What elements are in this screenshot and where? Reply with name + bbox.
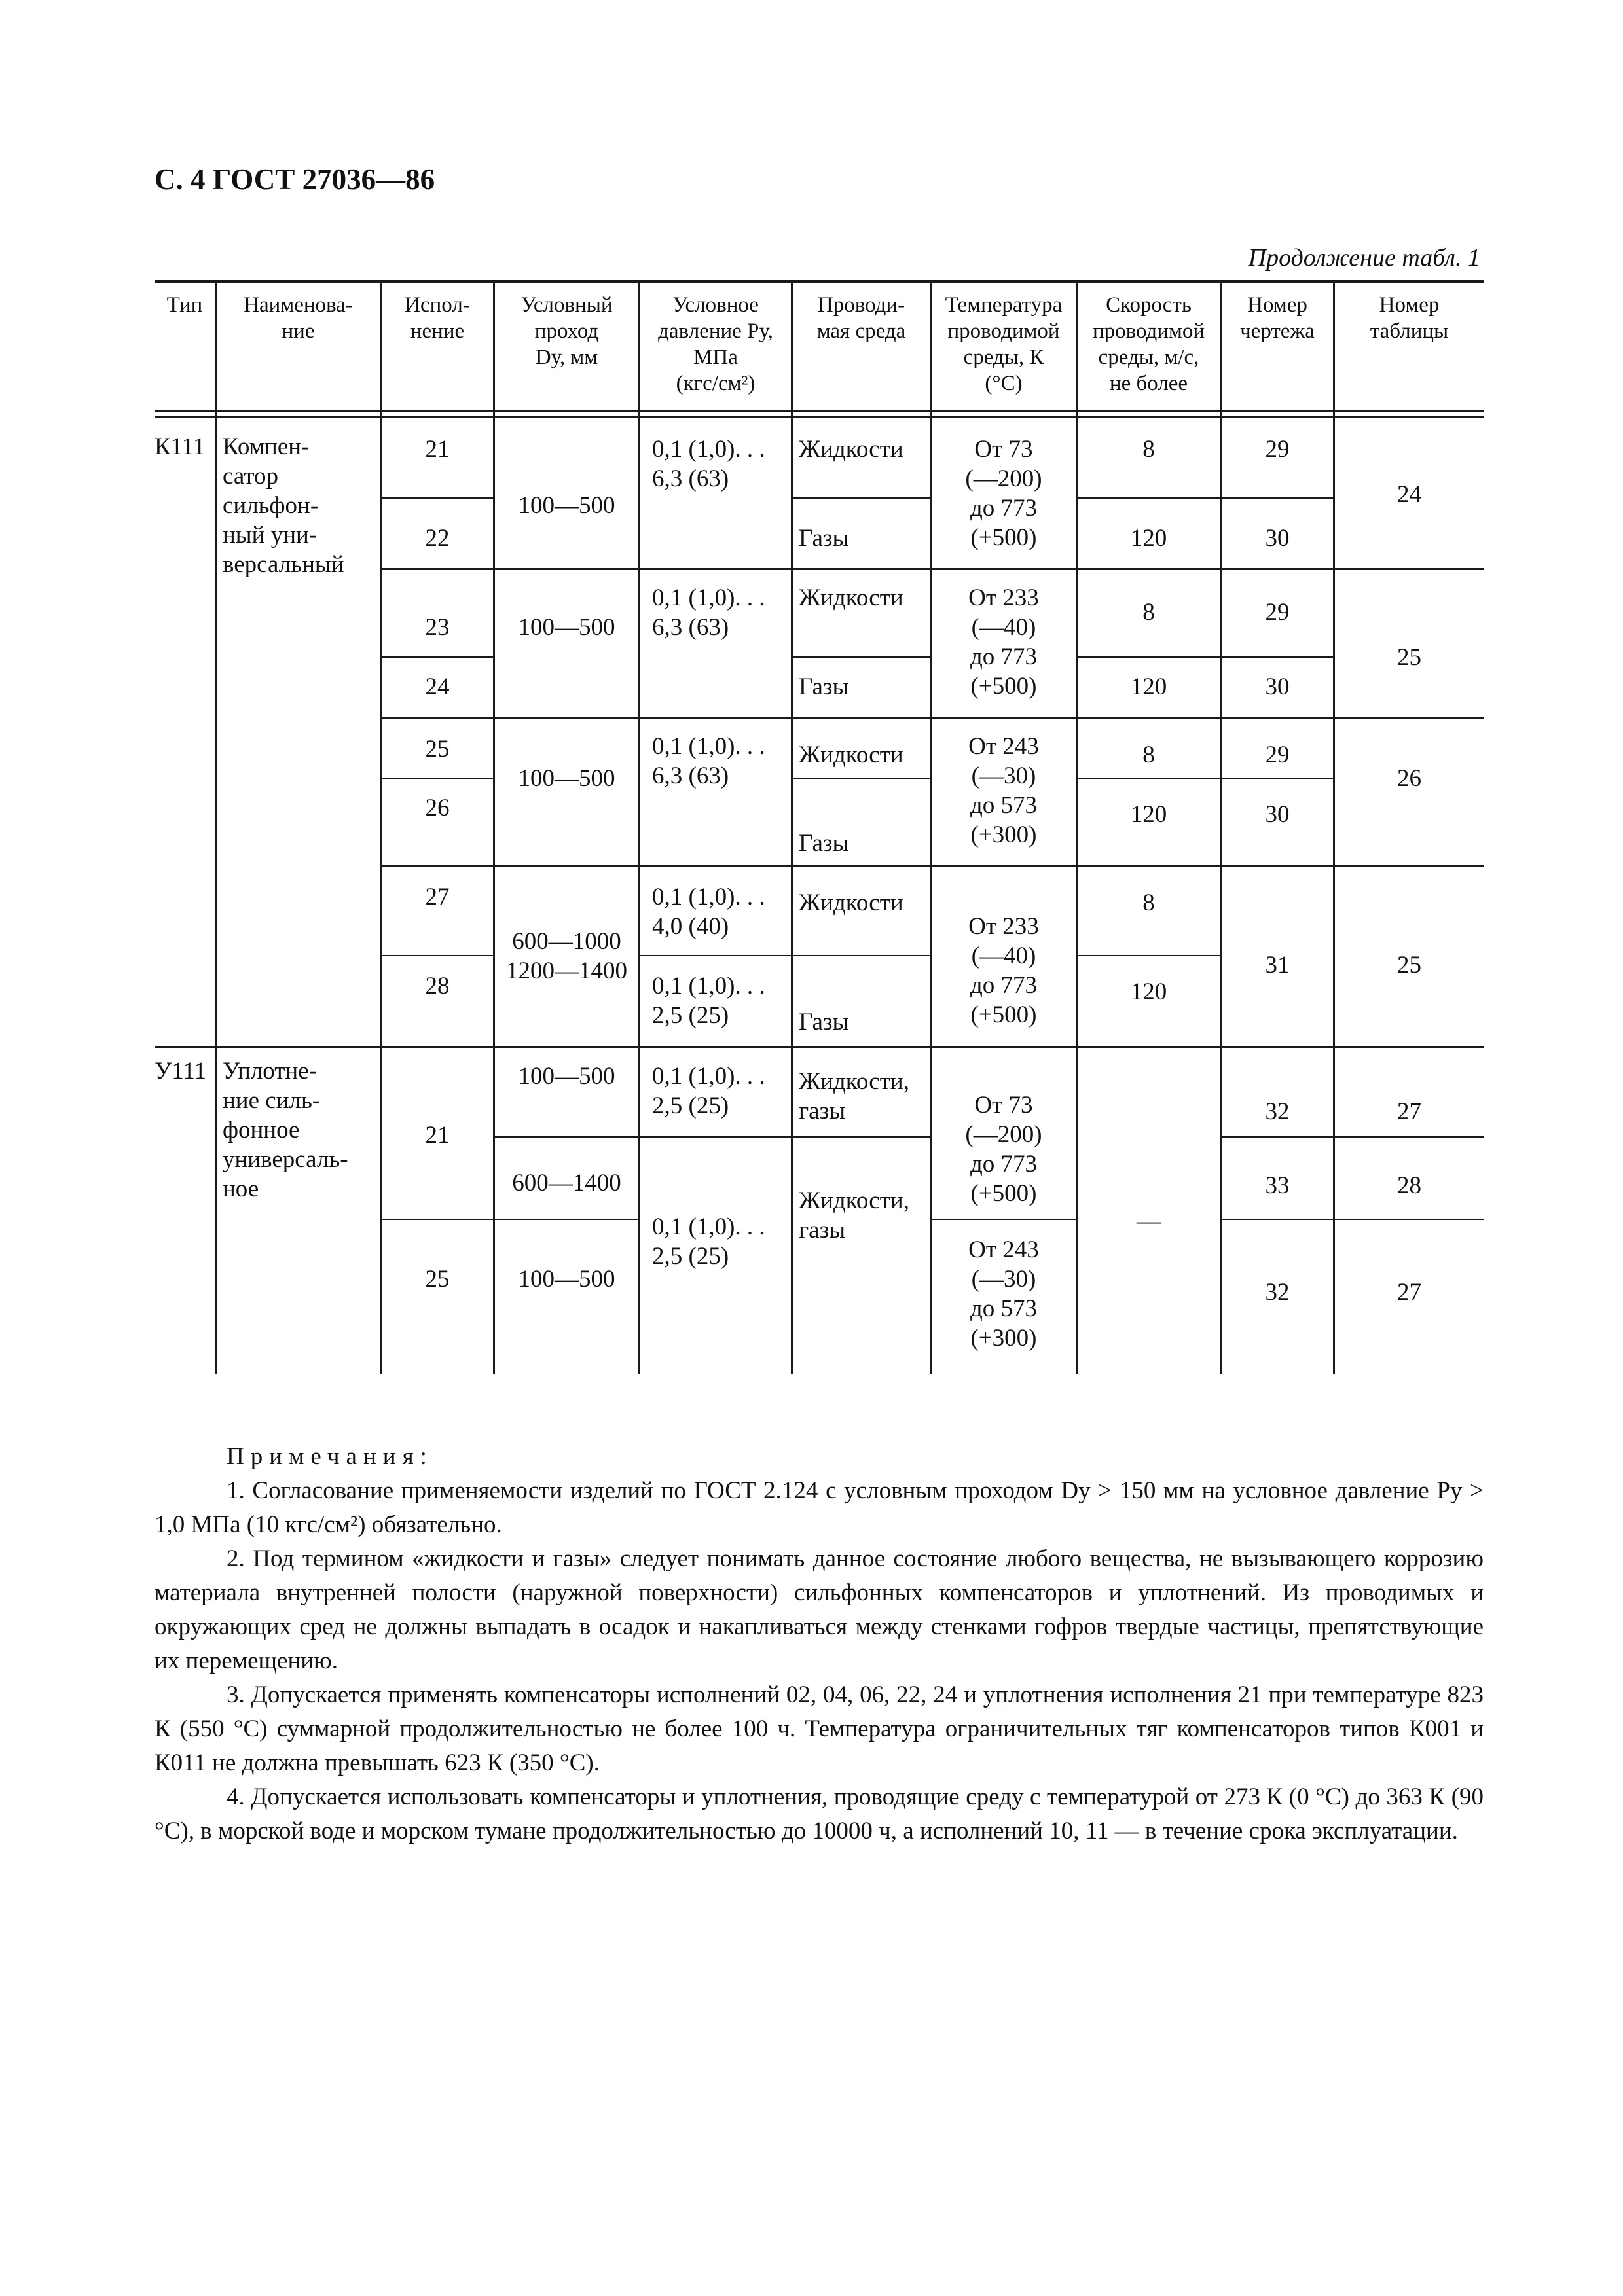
table-cell-medium: Жидкости bbox=[799, 584, 903, 611]
table-cell-temperature: От 73 (—200) до 773 (+500) bbox=[965, 1092, 1042, 1207]
table-rule bbox=[381, 717, 1484, 719]
note-item: 1. Согласование применяемости изделий по ГОСТ 2.124 с условным проходом Dу > 150 мм на условное давление Pу > 1,0 МПа (10 кгс/см²) обязательно. bbox=[155, 1477, 1484, 1538]
table-cell-drawing: 30 bbox=[1265, 673, 1290, 700]
table-cell-execution: 25 bbox=[425, 1266, 450, 1293]
column-header: Испол- нение bbox=[405, 293, 470, 343]
table-rule bbox=[381, 955, 494, 956]
table-rule bbox=[381, 778, 494, 779]
table-cell-type: У111 bbox=[155, 1058, 206, 1085]
table-rule bbox=[155, 1046, 1484, 1048]
table-rule bbox=[931, 1219, 1077, 1220]
table-cell-execution: 22 bbox=[425, 525, 450, 552]
table-rule bbox=[494, 1136, 792, 1138]
table-cell-table-no: 26 bbox=[1397, 765, 1421, 792]
note-item: 4. Допускается использовать компенсаторы и уплотнения, проводящие среду с температурой от 273 К (0 °С) до 363 К (90 °С), в морской воде и морском тумане продолжительностью до 10000 ч, а исполнений 10, 11 — в течение срока эксплуатации. bbox=[155, 1784, 1484, 1844]
table-rule bbox=[381, 1219, 494, 1220]
note-item: 3. Допускается применять компенсаторы исполнений 02, 04, 06, 22, 24 и уплотнения исполнения 21 при температуре 823 К (550 °С) суммарной продолжительностью не более 100 ч. Температура ограничительных тяг компенсаторов типов К001 и К011 не должна превышать 623 К (350 °С). bbox=[155, 1681, 1484, 1776]
table-cell-temperature: От 243 (—30) до 573 (+300) bbox=[968, 733, 1039, 848]
column-header: Наименова- ние bbox=[244, 293, 353, 343]
table-rule bbox=[381, 568, 1484, 570]
table-cell-medium: Жидкости, газы bbox=[799, 1068, 909, 1124]
table-cell-execution: 27 bbox=[425, 884, 450, 910]
table-cell-speed: 8 bbox=[1142, 889, 1155, 916]
table-cell-execution: 24 bbox=[425, 673, 450, 700]
table-cell-execution: 21 bbox=[425, 436, 450, 463]
table-cell-speed: 8 bbox=[1142, 436, 1155, 463]
column-header: Проводи- мая среда bbox=[816, 293, 906, 343]
table-rule bbox=[155, 410, 1484, 412]
note-item: 2. Под термином «жидкости и газы» следует понимать данное состояние любого вещества, не вызывающего коррозию материала внутренней полости (наружной поверхности) сильфонных компенсаторов и уплотнений. Из проводимых и окружающих сред не должны выпадать в осадок и накапливаться между стенками гофров твердые частицы, препятствующие их перемещению. bbox=[155, 1545, 1484, 1674]
table-rule bbox=[155, 280, 1484, 283]
table-cell-drawing: 30 bbox=[1265, 525, 1290, 552]
table-cell-drawing: 29 bbox=[1265, 599, 1290, 626]
table-cell-diameter: 600—1400 bbox=[512, 1170, 621, 1196]
table-cell-table-no: 27 bbox=[1397, 1098, 1421, 1125]
table-cell-pressure: 0,1 (1,0). . . 2,5 (25) bbox=[652, 1213, 765, 1270]
table-cell-speed: 120 bbox=[1130, 525, 1167, 552]
table-cell-table-no: 25 bbox=[1397, 644, 1421, 671]
table-cell-execution: 28 bbox=[425, 973, 450, 999]
table-rule bbox=[792, 656, 931, 658]
table-cell-pressure: 0,1 (1,0). . . 6,3 (63) bbox=[652, 436, 765, 492]
table-rule bbox=[1221, 1136, 1484, 1138]
table-cell-drawing: 29 bbox=[1265, 436, 1290, 463]
table-cell-pressure: 0,1 (1,0). . . 2,5 (25) bbox=[652, 973, 765, 1029]
table-rule bbox=[791, 280, 793, 1374]
table-cell-diameter: 100—500 bbox=[518, 1063, 615, 1090]
table-rule bbox=[1333, 280, 1335, 1374]
table-rule bbox=[1077, 497, 1334, 499]
table-cell-medium: Жидкости bbox=[799, 436, 903, 463]
table-cell-execution: 25 bbox=[425, 736, 450, 762]
table-cell-table-no: 25 bbox=[1397, 952, 1421, 978]
table-rule bbox=[493, 280, 495, 1374]
table-cell-diameter: 100—500 bbox=[518, 492, 615, 519]
table-cell-table-no: 24 bbox=[1397, 481, 1421, 508]
table-cell-speed: 120 bbox=[1130, 978, 1167, 1005]
table-rule bbox=[381, 865, 1484, 867]
page-title: С. 4 ГОСТ 27036—86 bbox=[155, 163, 435, 196]
table-cell-table-no: 27 bbox=[1397, 1279, 1421, 1306]
column-header: Условный проход Dу, мм bbox=[520, 293, 613, 369]
table-cell-medium: Жидкости, газы bbox=[799, 1187, 909, 1244]
table-cell-temperature: От 243 (—30) до 573 (+300) bbox=[968, 1236, 1039, 1352]
column-header: Скорость проводимой среды, м/с, не более bbox=[1092, 293, 1205, 395]
table-cell-drawing: 31 bbox=[1265, 952, 1290, 978]
table-cell-drawing: 32 bbox=[1265, 1098, 1290, 1125]
table-rule bbox=[381, 497, 494, 499]
table-rule bbox=[792, 1136, 931, 1138]
column-header: Температура проводимой среды, К (°С) bbox=[945, 293, 1063, 395]
table-cell-drawing: 29 bbox=[1265, 742, 1290, 768]
table-cell-temperature: От 233 (—40) до 773 (+500) bbox=[968, 913, 1039, 1028]
notes-section bbox=[155, 1440, 1484, 1848]
table-cell-temperature: От 233 (—40) до 773 (+500) bbox=[968, 584, 1039, 700]
table-rule bbox=[1077, 656, 1334, 658]
table-cell-diameter: 100—500 bbox=[518, 765, 615, 792]
table-rule bbox=[215, 280, 217, 1374]
table-cell-speed: 8 bbox=[1142, 742, 1155, 768]
table-cell-pressure: 0,1 (1,0). . . 4,0 (40) bbox=[652, 884, 765, 940]
column-header: Тип bbox=[166, 293, 203, 317]
table-rule bbox=[381, 656, 494, 658]
table-rule bbox=[792, 955, 931, 956]
table-cell-name: Компен- сатор сильфон- ный уни- версальный bbox=[223, 433, 344, 578]
table-rule bbox=[792, 778, 931, 779]
table-rule bbox=[1221, 1219, 1484, 1220]
table-cell-drawing: 33 bbox=[1265, 1172, 1290, 1199]
table-cell-drawing: 30 bbox=[1265, 801, 1290, 828]
table-cell-speed: 8 bbox=[1142, 599, 1155, 626]
table-cell-execution: 23 bbox=[425, 614, 450, 641]
table-cell-medium: Газы bbox=[799, 830, 849, 857]
table-cell-medium: Газы bbox=[799, 673, 849, 700]
table-rule bbox=[1077, 955, 1221, 956]
table-cell-execution: 21 bbox=[425, 1122, 450, 1149]
table-cell-diameter: 100—500 bbox=[518, 1266, 615, 1293]
table-cell-pressure: 0,1 (1,0). . . 2,5 (25) bbox=[652, 1063, 765, 1119]
table-cell-type: К111 bbox=[155, 433, 206, 460]
table-rule bbox=[792, 497, 931, 499]
table-cell-speed: — bbox=[1137, 1208, 1161, 1234]
table-cell-medium: Жидкости bbox=[799, 742, 903, 768]
table-cell-name: Уплотне- ние силь- фонное универсаль- ное bbox=[223, 1058, 348, 1202]
table-cell-table-no: 28 bbox=[1397, 1172, 1421, 1199]
table-cell-execution: 26 bbox=[425, 795, 450, 821]
table-rule bbox=[494, 1219, 640, 1220]
table-cell-drawing: 32 bbox=[1265, 1279, 1290, 1306]
table-rule bbox=[155, 416, 1484, 418]
column-header: Номер таблицы bbox=[1370, 293, 1449, 343]
table-cell-speed: 120 bbox=[1130, 801, 1167, 828]
table-cell-speed: 120 bbox=[1130, 673, 1167, 700]
table-cell-diameter: 100—500 bbox=[518, 614, 615, 641]
table-rule bbox=[1077, 778, 1334, 779]
table-cell-medium: Газы bbox=[799, 525, 849, 552]
table-cell-pressure: 0,1 (1,0). . . 6,3 (63) bbox=[652, 733, 765, 789]
table-rule bbox=[638, 280, 640, 1374]
table-cell-pressure: 0,1 (1,0). . . 6,3 (63) bbox=[652, 584, 765, 641]
column-header: Номер чертежа bbox=[1240, 293, 1315, 343]
table-cell-medium: Газы bbox=[799, 1009, 849, 1035]
table-rule bbox=[640, 955, 792, 956]
column-header: Условное давление Pу, МПа (кгс/см²) bbox=[658, 293, 773, 395]
table-cell-temperature: От 73 (—200) до 773 (+500) bbox=[965, 436, 1042, 551]
notes-title: Примечания: bbox=[227, 1443, 433, 1470]
table-cell-diameter: 600—1000 1200—1400 bbox=[506, 928, 627, 984]
table-continuation-label: Продолжение табл. 1 bbox=[1248, 244, 1480, 272]
table-cell-medium: Жидкости bbox=[799, 889, 903, 916]
